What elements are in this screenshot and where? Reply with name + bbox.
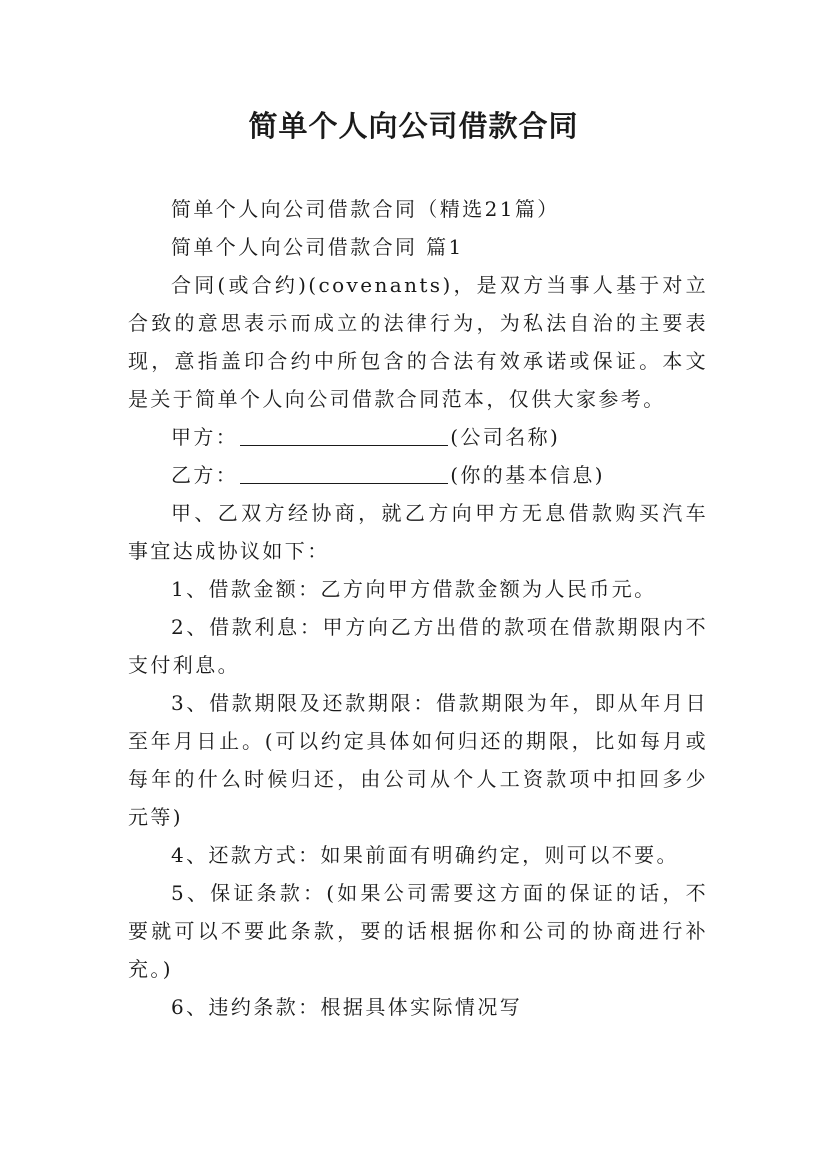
party-a-blank — [240, 423, 448, 446]
section-heading: 简单个人向公司借款合同 篇1 — [171, 235, 464, 259]
party-a-label: 甲方： — [171, 425, 239, 449]
document-title: 简单个人向公司借款合同 — [248, 109, 579, 143]
subtitle: 简单个人向公司借款合同（精选21篇） — [171, 197, 560, 221]
party-a-line — [128, 418, 708, 456]
clause-5: 5、保证条款：(如果公司需要这方面的保证的话，不要就可以不要此条款，要的话根据你和公司的协商进行补充。) — [128, 881, 708, 981]
party-b-blank — [240, 461, 448, 484]
intro-paragraph: 合同(或合约)(covenants)，是双方当事人基于对立合致的意思表示而成立的法律行为，为私法自治的主要表现，意指盖印合约中所包含的合法有效承诺或保证。本文是关于简单个人向公司借款合同范本，仅供大家参考。 — [128, 273, 708, 411]
clause-1: 1、借款金额：乙方向甲方借款金额为人民币元。 — [171, 577, 657, 601]
clause-6: 6、违约条款：根据具体实际情况写 — [171, 995, 523, 1019]
document-body — [128, 190, 708, 1026]
clause-2: 2、借款利息：甲方向乙方出借的款项在借款期限内不支付利息。 — [128, 615, 708, 677]
agreement-paragraph: 甲、乙双方经协商，就乙方向甲方无息借款购买汽车事宜达成协议如下： — [128, 501, 708, 563]
party-b-line — [128, 456, 708, 494]
party-a-note: (公司名称) — [450, 425, 561, 449]
clause-4: 4、还款方式：如果前面有明确约定，则可以不要。 — [171, 843, 679, 867]
party-b-label: 乙方： — [171, 463, 239, 487]
party-b-note: (你的基本信息) — [450, 463, 606, 487]
clause-3: 3、借款期限及还款期限：借款期限为年，即从年月日至年月日止。(可以约定具体如何归还的期限，比如每月或每年的什么时候归还，由公司从个人工资款项中扣回多少元等) — [128, 691, 708, 829]
